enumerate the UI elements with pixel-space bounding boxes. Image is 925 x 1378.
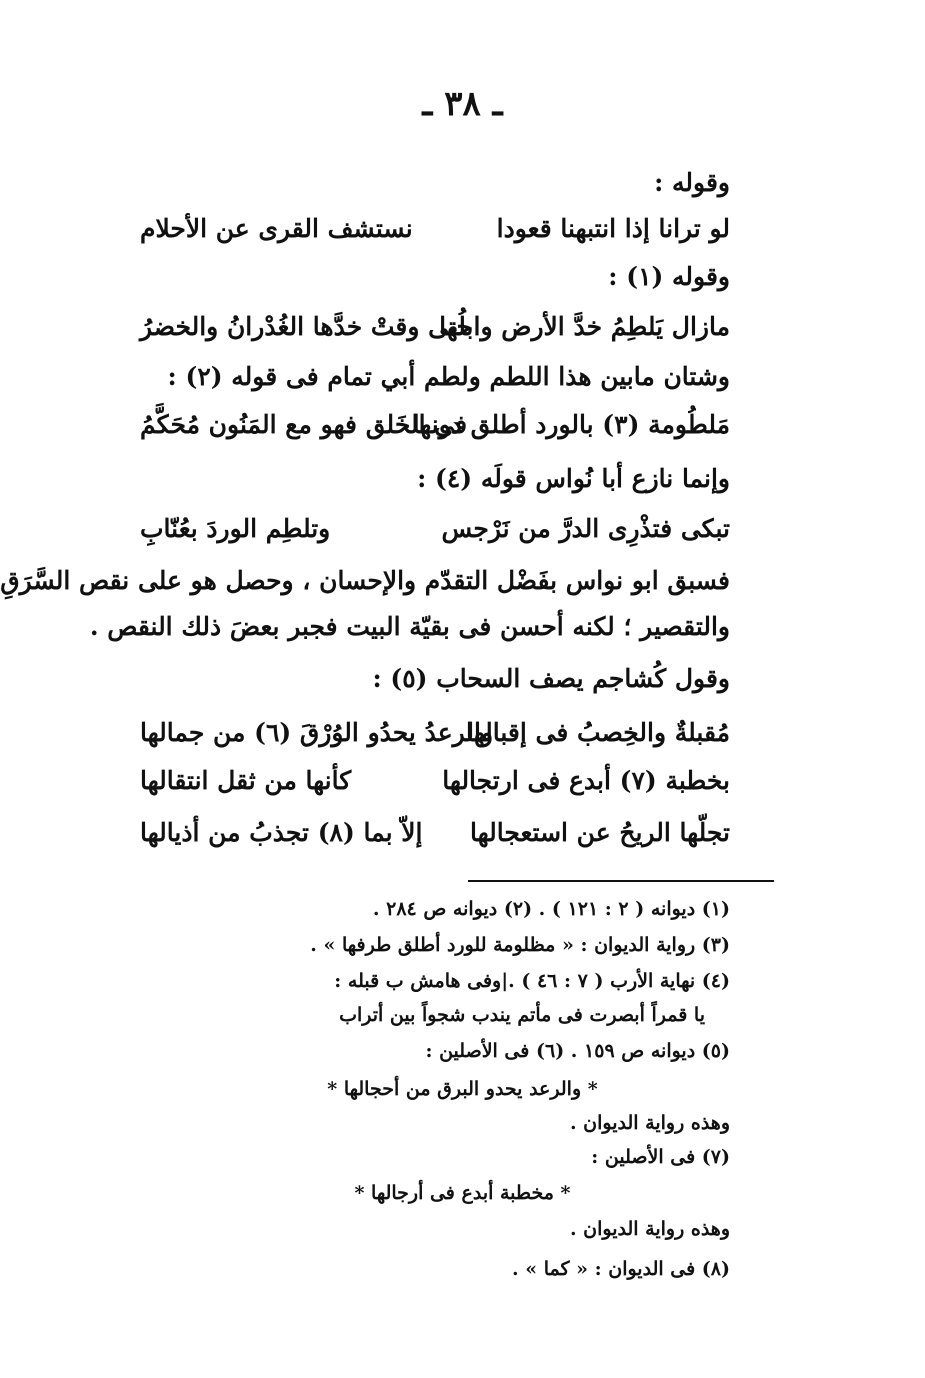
verse-5-first-hemistich: مُقبلةٌ والخِصبُ فى إقبالها — [466, 718, 730, 747]
verse-4 — [140, 514, 730, 564]
verse-1 — [140, 214, 730, 264]
footnote-4: (٤) نهاية الأرب ( ٧ : ٤٦ ) .|وفى هامش ب قبله : — [334, 970, 730, 992]
text-line-intro-4: وإنما نازع أبا نُواس قولَه (٤) : — [417, 464, 730, 493]
text-line-commentary-2: والتقصير ؛ لكنه أحسن فى بقيّة البيت فجبر بعضَ ذلك النقص . — [89, 612, 730, 641]
footnote-1-2: (١) ديوانه ( ٢ : ١٢١ ) . (٢) ديوانه ص ٢٨٤ . — [372, 898, 730, 920]
footnote-separator — [468, 880, 774, 882]
verse-6-second-hemistich: كأنها من ثقل انتقالها — [140, 766, 352, 795]
verse-4-first-hemistich: تبكى فتذْرِى الدرَّ من نَرْجس — [441, 514, 730, 543]
verse-2-first-hemistich: مازال يَلطِمُ خدَّ الأرض وابلُها — [439, 312, 730, 341]
page-number: ـ ٣٨ ـ — [422, 84, 503, 124]
verse-7-first-hemistich: تجلّها الريحُ عن استعجالها — [469, 818, 730, 847]
footnote-7: (٧) فى الأصلين : — [591, 1146, 730, 1168]
text-line-intro-1: وقوله : — [654, 168, 730, 197]
text-line-intro-2: وقوله (١) : — [608, 262, 730, 291]
verse-6-first-hemistich: بخطبة (٧) أبدع فى ارتجالها — [442, 766, 730, 795]
footnote-6-note: وهذه رواية الديوان . — [569, 1112, 730, 1134]
text-line-intro-5: وقول كُشاجم يصف السحاب (٥) : — [372, 664, 730, 693]
verse-3 — [140, 410, 730, 460]
verse-2-second-hemistich: حتى وقتْ خدَّها الغُدْرانُ والخضرُ — [140, 312, 472, 341]
verse-5 — [140, 718, 730, 768]
verse-3-first-hemistich: مَلطُومة (٣) بالورد أطلق دونها — [412, 410, 730, 439]
verse-5-second-hemistich: والرعدُ يحدُو الوُرْقَ (٦) من جمالها — [140, 718, 494, 747]
footnote-8: (٨) فى الديوان : « كما » . — [511, 1258, 730, 1280]
footnote-5-6: (٥) ديوانه ص ١٥٩ . (٦) فى الأصلين : — [425, 1040, 730, 1062]
verse-6 — [140, 766, 730, 816]
footnote-4-verse: يا قمراً أبصرت فى مأتم يندب شجواً بين أتراب — [339, 1004, 705, 1026]
verse-7 — [140, 818, 730, 868]
verse-1-second-hemistich: نستشف القرى عن الأحلام — [140, 214, 413, 243]
text-line-comparison: وشتان مابين هذا اللطم ولطم أبي تمام فى قوله (٢) : — [167, 362, 730, 391]
verse-4-second-hemistich: وتلطِم الوردَ بعُنّابِ — [140, 514, 331, 543]
footnote-6-verse: * والرعد يحدو البرق من أحجالها * — [327, 1078, 598, 1100]
verse-2 — [140, 312, 730, 362]
verse-1-first-hemistich: لو ترانا إذا انتبهنا قعودا — [496, 214, 730, 243]
verse-3-second-hemistich: فى الخَلق فهو مع المَنُون مُحَكَّمُ — [140, 410, 468, 439]
footnote-3: (٣) رواية الديوان : « مظلومة للورد أطلق طرفها » . — [310, 934, 730, 956]
footnote-7-verse: * مخطبة أبدع فى أرجالها * — [354, 1182, 571, 1204]
footnote-7-note: وهذه رواية الديوان . — [569, 1218, 730, 1240]
verse-7-second-hemistich: إلاّ بما (٨) تجذبُ من أذيالها — [140, 818, 423, 847]
text-line-commentary-1: فسبق ابو نواس بفَضْل التقدّم والإحسان ، وحصل هو على نقص السَّرَقِ — [0, 566, 730, 595]
